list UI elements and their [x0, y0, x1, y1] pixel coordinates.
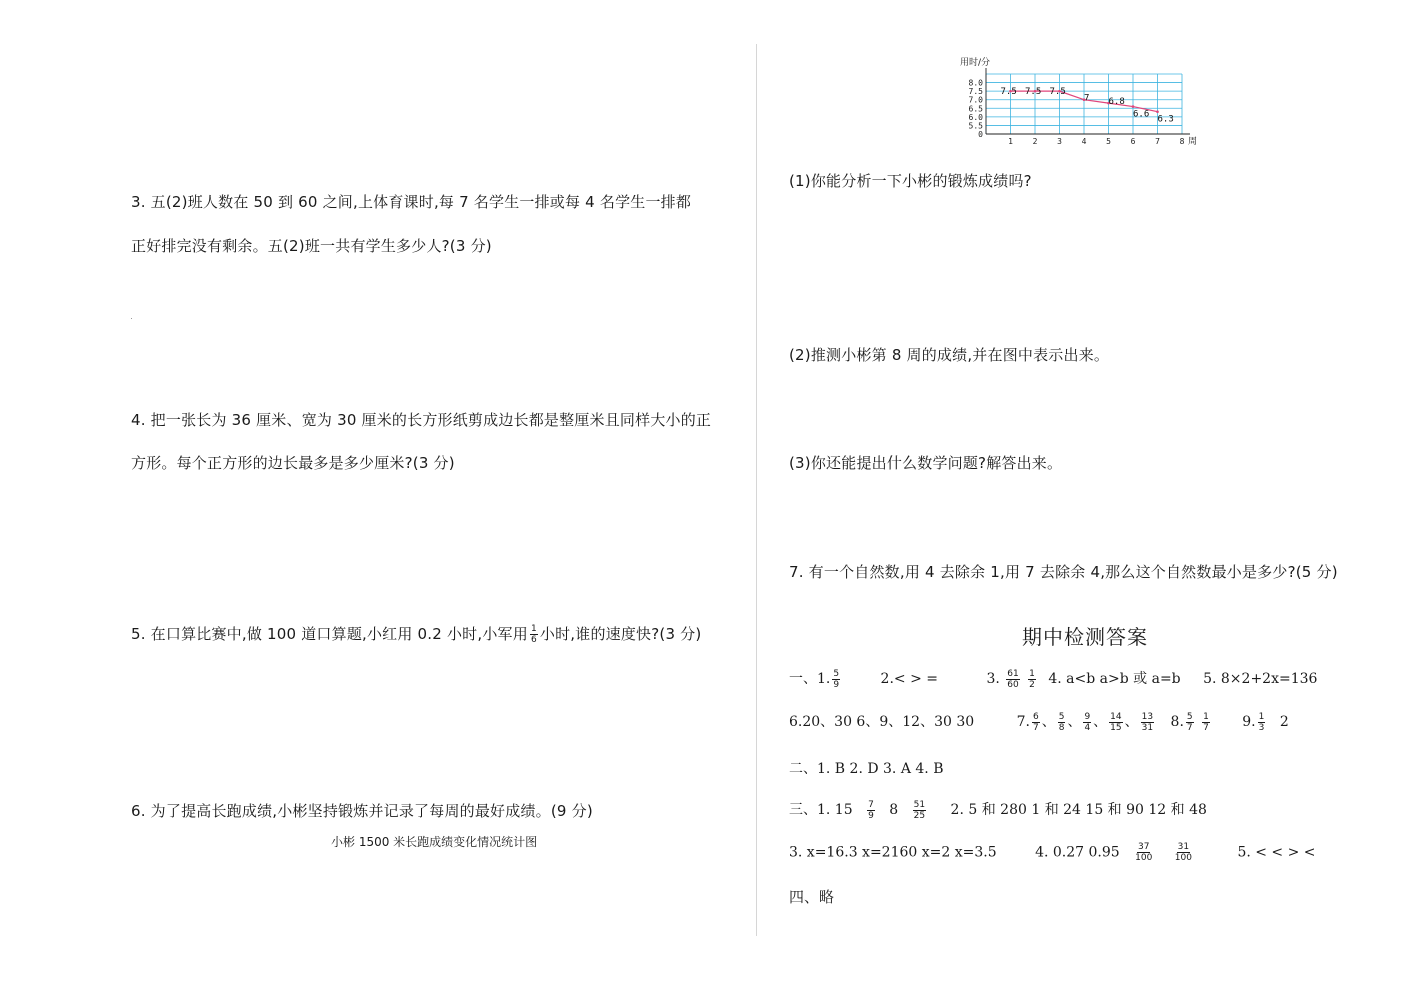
line-chart	[956, 52, 1216, 152]
separator: 、	[1067, 714, 1082, 730]
fraction-denominator: 2	[1029, 679, 1035, 690]
question-5	[131, 623, 701, 645]
y-tick-label: 0	[978, 130, 983, 139]
x-tick-label: 7	[1155, 137, 1160, 146]
answer-3-fraction-2	[913, 800, 926, 821]
fraction	[1032, 712, 1040, 733]
fraction	[1083, 712, 1091, 733]
answer-title: 期中检测答案	[1022, 625, 1148, 649]
answer-1-item-2: 2.< > =	[880, 671, 938, 687]
answer-3-1: 三、1. 15	[789, 802, 853, 818]
answer-row-5	[789, 842, 1316, 863]
fraction-numerator: 6	[1032, 711, 1039, 722]
answer-3-4-fraction-1	[1134, 842, 1153, 863]
fraction-denominator: 31	[1141, 722, 1154, 733]
question-4-line-2: 方形。每个正方形的边长最多是多少厘米?(3 分)	[131, 454, 455, 472]
fraction-denominator: 8	[1058, 722, 1065, 733]
chart-caption: 小彬 1500 米长跑成绩变化情况统计图	[331, 835, 538, 849]
question-6-part-2: (2)推测小彬第 8 周的成绩,并在图中表示出来。	[789, 346, 1110, 364]
fraction-denominator: 9	[868, 810, 874, 821]
answer-8-fractions	[1184, 711, 1212, 733]
fraction	[1186, 712, 1194, 733]
data-point	[1156, 110, 1159, 113]
answer-row-3: 二、1. B 2. D 3. A 4. B	[789, 761, 944, 777]
question-6-part-3: (3)你还能提出什么数学问题?解答出来。	[789, 454, 1063, 472]
fraction-numerator: 61	[1007, 668, 1019, 679]
answer-3-mid: 8	[889, 802, 899, 818]
answer-row-2	[789, 711, 1289, 733]
fraction-numerator: 13	[1141, 711, 1154, 722]
fraction-numerator: 1	[530, 624, 537, 634]
question-6-part-1: (1)你能分析一下小彬的锻炼成绩吗?	[789, 172, 1032, 190]
fraction	[1109, 712, 1122, 733]
question-7: 7. 有一个自然数,用 4 去除余 1,用 7 去除余 4,那么这个自然数最小是多少?(5 分)	[789, 563, 1338, 581]
page-divider	[756, 44, 757, 936]
answer-1-item-3: 3.	[986, 671, 1000, 687]
x-tick-label: 3	[1057, 137, 1062, 146]
answer-3-2: 2. 5 和 280 1 和 24 15 和 90 12 和 48	[950, 802, 1207, 818]
answer-3-fraction-1	[867, 800, 875, 821]
y-tick-label: 7.5	[968, 87, 983, 97]
fraction-numerator: 5	[1058, 711, 1065, 722]
x-tick-label: 5	[1106, 137, 1111, 146]
data-label: 6.8	[1108, 97, 1125, 108]
answer-row-6: 四、略	[789, 888, 835, 906]
data-label: 7.5	[1025, 87, 1042, 98]
fraction-denominator: 15	[1110, 722, 1122, 733]
answer-8-label: 8.	[1170, 714, 1184, 730]
x-axis-label: 周	[1188, 137, 1198, 147]
data-label: 6.3	[1157, 114, 1174, 125]
separator: 、	[1124, 714, 1139, 730]
fraction-numerator: 7	[868, 799, 874, 810]
y-tick-label: 6.0	[968, 112, 983, 122]
answer-1-fraction-3	[1028, 669, 1036, 690]
answer-9-label: 9.	[1242, 714, 1256, 730]
fraction-numerator: 1	[1029, 668, 1035, 679]
question-5-post: 小时,谁的速度快?(3 分)	[539, 625, 702, 643]
fraction	[1058, 712, 1066, 733]
fraction-denominator: 60	[1007, 679, 1019, 690]
fraction-numerator: 14	[1110, 711, 1122, 722]
fraction-numerator: 51	[913, 799, 926, 810]
fraction-numerator: 37	[1138, 842, 1150, 852]
x-tick-label: 2	[1032, 137, 1038, 146]
fraction-denominator: 4	[1084, 722, 1091, 733]
answer-9-fraction	[1258, 712, 1266, 733]
fraction-numerator: 1	[1258, 711, 1265, 722]
fraction-numerator: 31	[1177, 842, 1190, 852]
fraction-denominator: 9	[833, 679, 840, 690]
fraction	[1141, 712, 1154, 733]
answer-row-1	[789, 668, 1317, 690]
y-tick-label: 6.5	[968, 104, 983, 114]
fraction-numerator: 5	[833, 668, 840, 679]
answer-6: 6.20、30 6、9、12、30 30	[789, 714, 975, 730]
question-5-fraction	[530, 624, 538, 645]
x-tick-label: 4	[1081, 137, 1087, 146]
answer-3-3: 3. x=16.3 x=2160 x=2 x=3.5	[789, 844, 997, 861]
answer-9-extra: 2	[1279, 714, 1289, 730]
separator: 、	[1093, 714, 1108, 730]
question-3-line-1: 3. 五(2)班人数在 50 到 60 之间,上体育课时,每 7 名学生一排或每 4 名学生一排都	[131, 193, 692, 211]
fraction-denominator: 7	[1032, 722, 1039, 733]
y-axis-label: 用时/分	[960, 58, 991, 68]
answer-1-fraction	[832, 669, 840, 690]
data-label: 7	[1084, 93, 1090, 104]
separator: 、	[1041, 714, 1056, 730]
fraction-denominator: 7	[1186, 722, 1193, 733]
answer-row-4	[789, 799, 1207, 821]
x-tick-label: 1	[1008, 137, 1013, 146]
fraction-numerator: 5	[1186, 711, 1193, 722]
separator	[1196, 714, 1200, 730]
y-tick-label: 8.0	[968, 78, 983, 88]
answer-3-4-fraction-2	[1174, 842, 1193, 863]
fraction-numerator: 1	[1203, 711, 1209, 722]
answer-1-item-5: 5. 8×2+2x=136	[1203, 671, 1318, 687]
fraction	[1202, 712, 1210, 733]
answer-7-label: 7.	[1016, 714, 1030, 730]
y-tick-label: 5.5	[968, 121, 983, 131]
fraction-numerator: 9	[1084, 711, 1091, 722]
x-tick-label: 6	[1130, 137, 1136, 146]
answer-1-item-4: 4. a<b a>b 或 a=b	[1048, 671, 1181, 687]
data-point	[1132, 105, 1135, 108]
answer-3-5: 5. < < > <	[1237, 844, 1316, 861]
question-4-line-1: 4. 把一张长为 36 厘米、宽为 30 厘米的长方形纸剪成边长都是整厘米且同样大小的正	[131, 411, 712, 429]
x-tick-label: 8	[1179, 137, 1185, 146]
data-label: 7.5	[1000, 87, 1017, 98]
fraction-denominator: 100	[1135, 853, 1153, 863]
question-3-line-2: 正好排完没有剩余。五(2)班一共有学生多少人?(3 分)	[131, 237, 492, 255]
fraction-denominator: 3	[1258, 722, 1265, 733]
question-5-pre: 5. 在口算比赛中,做 100 道口算题,小红用 0.2 小时,小军用	[131, 625, 528, 643]
y-tick-label: 7.0	[968, 95, 983, 105]
fraction-denominator: 25	[913, 810, 926, 821]
fraction-denominator: 100	[1174, 853, 1192, 863]
fraction-denominator: 7	[1203, 722, 1209, 733]
question-6-line-1: 6. 为了提高长跑成绩,小彬坚持锻炼并记录了每周的最好成绩。(9 分)	[131, 802, 593, 820]
answer-3-4: 4. 0.27 0.95	[1035, 844, 1120, 861]
data-label: 6.6	[1133, 109, 1150, 120]
fraction-denominator: 6	[530, 635, 537, 645]
stray-dot	[131, 318, 132, 319]
data-label: 7.5	[1049, 87, 1066, 98]
answer-1-label: 一、1.	[789, 671, 831, 687]
answer-1-fraction-2	[1006, 669, 1019, 690]
answer-7-fractions	[1030, 711, 1156, 733]
